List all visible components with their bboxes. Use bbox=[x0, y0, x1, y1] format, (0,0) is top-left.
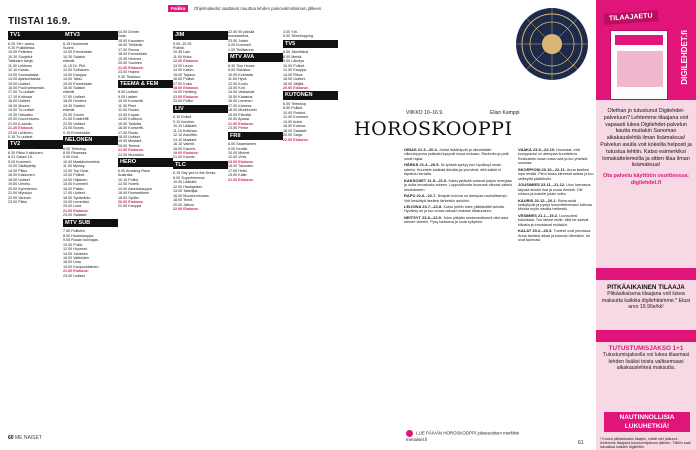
program-line: 10.00 Miehet. bbox=[228, 150, 251, 155]
ad-box1-title: PITKÄAIKAINEN TILAAJA bbox=[607, 284, 685, 291]
listing-column bbox=[283, 30, 338, 142]
program-line: 11.30 Pieni bbox=[118, 103, 137, 108]
program-line: 10.00 Konsertti. bbox=[118, 99, 144, 104]
program-line: 23.00 Bones. bbox=[63, 126, 85, 131]
program-line: 16.00 Muodonmuutos. bbox=[173, 193, 210, 198]
program-line: Date. bbox=[118, 34, 127, 39]
program-line: 13.00 Kauppa- bbox=[63, 72, 88, 77]
program-line: 18.00 Salaiset. bbox=[283, 128, 308, 133]
sign-name: KAURIS 22.12.–20.1. bbox=[518, 197, 558, 203]
program-line: 1.00 Tieliikenne. bbox=[228, 47, 255, 52]
program-line: 12.00 Kummeli. bbox=[283, 115, 309, 120]
program-line: 21.00 Elokuva: bbox=[228, 121, 254, 126]
program-line: 13.00 Kupari. bbox=[118, 112, 140, 117]
program-line: 3.00 Yöt. bbox=[283, 30, 298, 34]
program-line: 21.00 A-studio. bbox=[8, 121, 33, 126]
program-line: 14.00 Taksi. bbox=[63, 77, 83, 82]
program-line: 8.00 Poliisit. bbox=[283, 106, 303, 111]
program-line: 21.00 Elokuva: bbox=[118, 65, 144, 70]
program-line: 18.00 Sydän. bbox=[118, 195, 140, 200]
program-line: 18.00 Liisa bbox=[63, 260, 81, 265]
horoscope-footer bbox=[406, 430, 526, 442]
program-line: 6.00 Jännittävä bbox=[283, 50, 309, 55]
program-line: 23.00 Lehtinen. bbox=[8, 130, 34, 135]
program-line: 18.00 Teinit. bbox=[173, 198, 193, 203]
program-line: 11.10 Kotimaa. bbox=[173, 128, 198, 133]
program-line: 16.00 Uutiset. bbox=[283, 77, 306, 82]
program-line: 18.00 Jäljillä. bbox=[283, 81, 305, 86]
program-line: 9.00 Sisustus. bbox=[228, 68, 252, 73]
program-line: 23.00 Uutiset. bbox=[63, 273, 86, 278]
page-number-right: 61 bbox=[578, 440, 584, 446]
program-line: 8.10 Enkeli. bbox=[173, 115, 193, 120]
program-line: 13.00 Poliisit. bbox=[63, 173, 85, 178]
program-line: 21.00 Ensitreffit bbox=[63, 117, 89, 122]
program-line: 6.30 Pikku Kakkonen. bbox=[8, 150, 44, 155]
horoscope-week: VIIKKO 10–16.9. bbox=[406, 110, 444, 116]
ad-cta[interactable]: NAUTINNOLLISIA LUKUHETKIÄ! bbox=[604, 412, 690, 432]
program-line: 13.00 Koti. bbox=[228, 86, 246, 91]
program-line: 0.15 Emmerdale. bbox=[63, 130, 92, 135]
program-line: 8.31 Galaxi 15. bbox=[8, 155, 33, 160]
program-line: 9.20 Kummeli. bbox=[8, 159, 32, 164]
program-line: 17.10 Kotimaa. bbox=[8, 94, 33, 99]
channel-header: FRII bbox=[228, 132, 283, 141]
sign-text: Tunteet ovat pinnassa. Anna itsellesi aikaa ja tukeudu läheisiisi, he ovat tukenasi. bbox=[518, 229, 592, 243]
program-line: 22.00 Uutiset. bbox=[63, 121, 86, 126]
sign-name: KAKSOSET 21.5.–21.6. bbox=[404, 177, 449, 183]
program-line: 17.00 Hetki. bbox=[228, 168, 248, 173]
program-line: 23.00 Pikku bbox=[8, 199, 28, 204]
program-line: 11.00 Hyvä bbox=[228, 77, 247, 82]
ad-side-brand: DIGILEHDET.fi bbox=[680, 30, 689, 85]
channel-header: MTV SUB bbox=[63, 219, 118, 228]
program-line: 12.00 Virta. bbox=[228, 155, 247, 160]
program-line: 14.00 Dinner bbox=[118, 30, 140, 34]
program-line: 15.00 Uutiset. bbox=[8, 81, 31, 86]
program-line: 17.00 Ruutu. bbox=[118, 130, 140, 135]
program-line: 8.00 Superhemmot. bbox=[173, 175, 206, 180]
program-line: 14.00 Kasvu bbox=[173, 68, 194, 73]
subscriber-benefit-ad bbox=[596, 0, 696, 450]
program-line: 20.00 Luke. bbox=[63, 204, 83, 209]
program-line: 18.00 Uutiset bbox=[8, 177, 30, 182]
program-line: 15.00 Emmerdale. bbox=[63, 81, 94, 86]
program-line: 23.00 Perhe. bbox=[228, 126, 250, 131]
program-line: 12.00 Ruotsi. bbox=[118, 108, 140, 113]
listing-notice-bar bbox=[8, 4, 328, 14]
program-line: 9.00 Lähetys. bbox=[283, 59, 306, 64]
program-line: 20.00 Suomen bbox=[118, 61, 142, 66]
program-line: 16.00 Konsertti. bbox=[118, 126, 144, 131]
program-line: 14.00 Kulttuuri. bbox=[118, 117, 143, 122]
program-line: 20.00 Elokuva: bbox=[283, 86, 309, 91]
program-line: 22.00 Elokuva: bbox=[173, 207, 199, 211]
program-line: 17.00 Tv-uutiset. bbox=[8, 90, 36, 95]
program-line: 6.00 Teleshop. bbox=[283, 101, 307, 106]
program-line: 8.00 Rinsessa bbox=[63, 150, 87, 155]
program-line: 16.00 Puoli seitsemän. bbox=[8, 86, 46, 91]
program-line: 18.00 Uutiset. bbox=[118, 135, 141, 140]
channel-header: TV5 bbox=[283, 40, 338, 49]
sign-name: VESIMIES 21.1.–19.2. bbox=[518, 212, 560, 218]
program-line: 6.00 Teleshop. bbox=[63, 146, 87, 151]
program-line: 17.00 Uutiset. bbox=[63, 94, 86, 99]
program-line: 10.00 Maalaisimmeksi bbox=[63, 159, 100, 164]
program-line: 21.30 Elokuva: bbox=[8, 126, 34, 131]
program-line: 12.00 Top Gear. bbox=[63, 168, 90, 173]
program-line: 21.00 Myrskyn bbox=[8, 191, 32, 196]
program-line: 0.10 Tv-uutiset. bbox=[8, 135, 34, 140]
program-line: 13.00 Suomalaisia. bbox=[8, 72, 40, 77]
program-line: 9.00 Kenttä. bbox=[228, 146, 248, 151]
notice-tag: Paikka bbox=[168, 5, 188, 12]
program-line: 18.00 Emmerdale. bbox=[118, 52, 149, 57]
program-line: 21.00 Elokuva: bbox=[173, 94, 199, 99]
program-line: 18.00 Elokuva: bbox=[173, 86, 199, 91]
program-line: 16.00 Kotona. bbox=[283, 124, 306, 129]
sign-entry bbox=[404, 216, 514, 225]
channel-header: KUTONEN bbox=[283, 91, 338, 100]
program-line: 14.00 Jokaisen bbox=[63, 251, 88, 256]
program-line: 18.00 Muuttuneet bbox=[228, 108, 257, 113]
program-line: 18.00 Uutiset. bbox=[8, 99, 31, 104]
program-line: 14.00 Taiteilijat. bbox=[173, 189, 199, 194]
program-line: 6.15 Say yes to the Dress. bbox=[173, 171, 217, 176]
program-line: 23.00 Salaiset. bbox=[63, 213, 88, 218]
sign-name: OINAS 21.3.–20.4. bbox=[404, 147, 439, 152]
program-line: 12.00 Hotelli. bbox=[118, 182, 140, 187]
program-line: 19.00 Mestarit. bbox=[118, 139, 143, 144]
sign-text: Ilo työssä syntyy kun hyväksyt oman rytmisi. Kuuntele sisäistä ääntäsi ja ymmärrä, että kaikki ei tapahdu kerralla. bbox=[404, 163, 502, 177]
program-line: 19.00 Elokuva: bbox=[173, 150, 199, 155]
program-line: 19.00 Hermes bbox=[118, 56, 142, 61]
horoscope-logo-icon bbox=[406, 430, 413, 437]
program-line: 11.15 Dr. Phil. bbox=[63, 63, 86, 68]
sign-entry bbox=[518, 148, 594, 166]
sign-entry bbox=[404, 148, 514, 161]
channel-header: TEEMA & FEM bbox=[118, 80, 173, 89]
program-line: 8.00 Huutokauppa. bbox=[63, 233, 95, 238]
program-line: 16.00 Lemmen bbox=[228, 99, 253, 104]
program-line: 15.00 Kaunisen bbox=[118, 38, 144, 43]
program-line: 19.00 Kalle. bbox=[228, 173, 248, 178]
program-line: 19.00 Hellsing. bbox=[173, 90, 198, 95]
page-number: 60 bbox=[8, 435, 14, 441]
program-line: elämät. bbox=[63, 59, 76, 64]
program-line: 23.00 Hopea bbox=[118, 70, 140, 75]
ad-box-trial bbox=[600, 345, 692, 372]
listing-column bbox=[8, 30, 63, 204]
sign-entry bbox=[518, 214, 594, 227]
zodiac-wheel-icon bbox=[514, 6, 590, 82]
sign-text: Luovuutesi kukoistaa. Tuo ideasi esille, sillä ne saavat kiitosta ja innostavat muitakin. bbox=[518, 213, 589, 227]
sign-name: JOUSIMIES 23.11.–21.12. bbox=[518, 182, 567, 188]
channel-header: TV2 bbox=[8, 140, 63, 149]
program-line: elämät. bbox=[63, 108, 76, 113]
program-line: 0.00 Kummeli. bbox=[228, 43, 252, 48]
program-line: 10.00 Sisällytetty bbox=[8, 164, 36, 169]
program-line: 21.00 Kaunis. bbox=[173, 155, 196, 160]
program-line: 19.30 Haluatko bbox=[8, 112, 33, 117]
ad-ribbon: TILAAJAETU bbox=[604, 10, 658, 25]
program-line: 14.00 Rikos. bbox=[283, 72, 304, 77]
sign-entry bbox=[404, 163, 514, 176]
program-line: 9.30 Pokkitietoa. bbox=[8, 45, 36, 50]
signs-right-column bbox=[518, 148, 594, 245]
program-line: 8.00 Metsä. bbox=[283, 54, 303, 59]
sign-name: NEITSYT 23.8.–22.9. bbox=[404, 214, 444, 220]
ad-box1-text: Pitkäaikaisena tilaajana voit lukea maksutta kaikkia digilehtiämme.* Etusi arvo 19,90e/kk! bbox=[601, 291, 691, 310]
program-line: 18.00 Kaverit. bbox=[173, 146, 196, 151]
program-line: 14.10 Maalarit. bbox=[173, 137, 198, 142]
program-line: 13.00 Levyn bbox=[173, 63, 194, 68]
program-line: 14.00 Asuntokauppa. bbox=[118, 186, 153, 191]
program-line: 7.00 Poliisien bbox=[63, 229, 85, 234]
program-line: 22.00 Kauppa. bbox=[118, 204, 142, 209]
listing-column bbox=[173, 30, 228, 211]
sign-name: LEIJONA 23.7.–22.8. bbox=[404, 203, 444, 209]
program-line: 12.00 Huumori. bbox=[63, 247, 89, 252]
program-line: 6.25 Yle+ aamu. bbox=[8, 41, 35, 46]
program-line: 19.00 Urheilu. bbox=[8, 182, 31, 187]
program-line: 10.00 Emmerdale. bbox=[63, 50, 94, 55]
notice-text: Ohjelmatiedot saattavat muuttua lehden painovalmistuksen jälkeen. bbox=[194, 6, 323, 11]
magazine-name: ME NAISET bbox=[14, 435, 42, 441]
program-line: 15.00 Tapaus. bbox=[173, 72, 197, 77]
program-line: 14.00 Ajankohtaista. bbox=[8, 77, 42, 82]
program-line: 17.00 Uutiset. bbox=[63, 191, 86, 196]
program-line: 16.10 Valmiit. bbox=[173, 142, 196, 147]
program-line: 18.30 Muumi- bbox=[8, 103, 31, 108]
signs-left-column bbox=[404, 148, 514, 227]
program-line: 10.30 Suojellut bbox=[8, 54, 33, 59]
program-line: 15.00 Kummeli. bbox=[63, 182, 89, 187]
program-line: Poliisit. bbox=[173, 45, 185, 50]
program-line: 6.15 Huomenta bbox=[63, 41, 89, 46]
program-line: 20.00 Kymmenen. bbox=[8, 186, 38, 191]
program-line: 20.00 Elokuva: bbox=[118, 199, 144, 204]
program-line: 9.10 Ilmoitus. bbox=[173, 119, 195, 124]
program-line: 22.00 Vanhan bbox=[8, 195, 31, 200]
program-line: 23.00 Jotain bbox=[228, 38, 249, 43]
program-line: 10.00 Pelimies. bbox=[8, 50, 34, 55]
program-line: 18.00 Sydänlintu. bbox=[63, 195, 92, 200]
program-line: 12.00 Kauppa. bbox=[283, 68, 307, 73]
program-line: 17.00 Kamera. bbox=[228, 103, 253, 108]
program-line: 10.00 Lääkärit. bbox=[173, 180, 198, 185]
program-line: 16.00 Pakko bbox=[63, 186, 84, 191]
program-line: 9.00 Koti. bbox=[63, 155, 79, 160]
program-line: 10.00 Pukki. bbox=[63, 242, 84, 247]
channel-header: LIV bbox=[173, 105, 228, 114]
horoscope-title: HOROSKOOPPI bbox=[354, 118, 513, 140]
channel-header: NELONEN bbox=[63, 136, 118, 145]
tv-listings-page bbox=[0, 0, 335, 450]
program-line: 17.00 Rouva bbox=[118, 47, 139, 52]
ad-box2-title: TUTUSTUMISJAKSO 1+1 bbox=[608, 345, 684, 352]
program-line: 16.00 Valtioiden bbox=[63, 255, 90, 260]
program-line: 10.30 Salatut bbox=[63, 54, 85, 59]
program-line: Suomi. bbox=[63, 45, 75, 50]
program-line: 9.00–10.35 bbox=[173, 41, 192, 46]
program-line: 11.00 Myrsky. bbox=[63, 164, 86, 169]
program-line: 18.00 Hunters. bbox=[63, 99, 88, 104]
program-line: 17.00 Kuka bbox=[173, 81, 192, 86]
ad-divider-bar-1 bbox=[596, 268, 696, 280]
magazine-cover-block bbox=[617, 51, 663, 87]
sign-entry bbox=[404, 194, 514, 203]
sign-text: Huomaat, että kumppanisi on aiempaa kuunteleva. Keskustelu avaa uusia ovia ja luo yhteistä suuntaa. bbox=[518, 148, 588, 166]
program-line: 19.00 Tv-uutiset bbox=[8, 108, 35, 113]
sign-name: SKORPIONI 23.10.–22.11. bbox=[518, 166, 567, 172]
magazine-preview-image bbox=[610, 30, 668, 100]
program-line: 12.00 Koulu bbox=[228, 81, 248, 86]
channel-header: TLC bbox=[173, 161, 228, 170]
horoscope-page bbox=[348, 0, 596, 450]
sign-text: Kutsu juhliin tulee yllättävältä taholta. Hyväksy se ja tuo omaa valoasi mukaan tilaisuuteen. bbox=[404, 204, 505, 214]
program-line: 11.00 Lehtinen. bbox=[8, 63, 34, 68]
program-line: 10.00 Poliisit. bbox=[283, 63, 305, 68]
program-line: 10.10 Poliisi. bbox=[118, 177, 139, 182]
program-line: morsiamena. bbox=[228, 34, 250, 39]
program-line: 16.00 Salatut bbox=[63, 86, 85, 91]
program-line: 10.10 Lääkärit. bbox=[173, 124, 198, 129]
program-line: 16.00 Romanttinen bbox=[118, 191, 150, 196]
program-line: 12.10 Kanta– bbox=[8, 68, 30, 73]
program-line: 8.30 Tiny House bbox=[228, 63, 255, 68]
ad-divider-bar-2 bbox=[596, 330, 696, 342]
program-line: 22.00 90 päivää bbox=[228, 30, 255, 34]
listing-column bbox=[118, 30, 173, 209]
sign-text: Juhlat lisääntyvät ja viimeistään viikonloppuna ystäväsi kysyvät sinua mukaan. Rauhoita ja pidä omat rajasi. bbox=[404, 148, 509, 161]
program-line: 19.00 Elämää. bbox=[228, 112, 252, 117]
program-line: Taiteiden taloja. bbox=[8, 59, 34, 64]
program-line: 16.00 Kakkonen. bbox=[8, 173, 36, 178]
channel-header: MTV3 bbox=[63, 31, 118, 40]
program-line: 19.00 Kaupunkilainen. bbox=[63, 264, 100, 269]
sign-text: Raha-asiat selkiytyvät ja pystyt suunnittelemaan tulevaa. Muista myös nauttia hetkestä. bbox=[518, 198, 593, 212]
program-line: 21.00 Elokuva: bbox=[228, 177, 254, 182]
program-line: 10.00 Kolmatta bbox=[228, 72, 253, 77]
magazine-header-block bbox=[615, 35, 663, 45]
ad-intro-link[interactable]: Ota palvelu käyttöön osoitteessa: digilehdet.fi bbox=[603, 173, 689, 186]
horoscope-footer-text: LUE PÄIVÄN HOROSKOOPPI jokavuotisen merkkisi menaiset.fi bbox=[406, 430, 520, 442]
ad-intro bbox=[600, 108, 692, 187]
sign-text: Anna itsellesi lupa levätä. Pieni tauko kiireestä auttaa ja tuo selkeyttä päätöksiin. bbox=[518, 167, 594, 181]
program-line: elämät. bbox=[63, 90, 76, 95]
sign-entry bbox=[518, 199, 594, 212]
program-line: 12.00 Hautajaiset. bbox=[173, 184, 203, 189]
program-line: 20.00 Docventures. bbox=[8, 117, 40, 122]
program-line: 10.35 Lain bbox=[173, 50, 191, 55]
program-line: 9.00 Lasten bbox=[118, 94, 138, 99]
program-line: 20.00 Jatkuu bbox=[173, 202, 195, 207]
program-line: 15.00 Talouden bbox=[228, 164, 254, 169]
sign-entry bbox=[518, 229, 594, 242]
program-line: 21.00 Elokuva: bbox=[63, 269, 89, 274]
program-line: 20.00 Apassi. bbox=[228, 117, 251, 122]
program-line: 15.00 Kalastus. bbox=[228, 94, 254, 99]
sign-entry bbox=[518, 183, 594, 196]
program-line: 10.00 Roistot. bbox=[283, 110, 306, 115]
sign-text: Kaksi ystävää antavat paljon energiaa ja uutta innostusta arkeen. Loppuviikosta huomaat olevasi valmis muutokseen. bbox=[404, 178, 512, 192]
program-line: 16.00 Poliisit. bbox=[173, 77, 195, 82]
program-line: 19.30 Salatut bbox=[63, 103, 85, 108]
ad-banner bbox=[596, 0, 696, 100]
program-line: 12.10 Avioliitto. bbox=[173, 133, 198, 138]
program-line: 12.00 Elokuva: bbox=[173, 59, 199, 64]
program-line: 0.30 Tiedotus. bbox=[118, 74, 142, 79]
sign-entry bbox=[404, 179, 514, 192]
ad-box-longterm bbox=[600, 284, 692, 311]
sign-name: KALAT 20.2.–20.3. bbox=[518, 228, 554, 234]
program-line: Australia. bbox=[118, 173, 134, 178]
listing-column bbox=[228, 30, 283, 182]
program-line: 19.00 Lemmikki. bbox=[63, 199, 90, 204]
program-line: 14.00 Hiljainen bbox=[63, 177, 88, 182]
program-line: 21.00 Elokuva: bbox=[118, 148, 144, 153]
ad-footnote: * Kuulut pitkäaikaisiin tilaajiin, mikäli olet jatkunut lehtemme tilaajana tutustumisjakson jälkeen. Tällöin saat lukuaikaa kaikkiin digilehtiin. bbox=[600, 437, 691, 450]
program-line: 16.00 Tehtävät bbox=[118, 43, 143, 48]
listing-column bbox=[63, 30, 118, 278]
program-line: 8.00 Uutiset. bbox=[118, 90, 139, 95]
program-line: 6.00 Amazing Race bbox=[118, 168, 150, 173]
program-line: 20.00 Teema: bbox=[118, 143, 141, 148]
channel-header: JIM bbox=[173, 31, 228, 40]
program-line: 14.00 Vastaavat bbox=[228, 90, 255, 95]
page-footer bbox=[8, 435, 42, 441]
program-line: 22.00 Elokuva: bbox=[283, 137, 309, 142]
program-line: 12.00 Sulhanen. bbox=[63, 68, 90, 73]
sign-text: Uusi harrastus tarjoaa sinulle iloa ja uusia ihmisiä. Ole rohkea ja kokeile jotain uutta. bbox=[518, 183, 591, 197]
ad-intro-text: Olethan jo tutustunut Digilehdet-palveluun? Lehtemme tilaajana voit vapaasti lukea Digilehdet-palvelun kautta muitakin Sanoman aikakauslehtiä ilman lisämaksua! Palvelun avulla voit kokeilla helposti ja tutustua lehtiin. Katso esimerkiksi lomakattelemoilla ja sitten tilaa ilman lisämaksua! bbox=[600, 108, 692, 169]
horoscope-author: Elian Kamppi bbox=[490, 110, 520, 116]
sign-entry bbox=[518, 168, 594, 181]
sign-name: VAAKA 23.9.–22.10. bbox=[518, 147, 557, 152]
program-line: 20.00 Sarja. bbox=[283, 133, 303, 138]
program-line: 20.00 Suurin bbox=[63, 112, 84, 117]
program-line: 14.30 Pikku bbox=[8, 168, 28, 173]
program-line: 8.00 Saarelainen. bbox=[228, 142, 257, 147]
sign-text: Ilmapiiri kotona on aiempaa rauhallisempi. Voit keskittyä itsellesi tärkeisiin asioihin. bbox=[404, 194, 508, 203]
sign-entry bbox=[404, 205, 514, 214]
sign-text: Jokin pitkään keskeneräisenä ollut asia etenee viimein. Pysy tarkkana ja luota kykyihisi. bbox=[404, 215, 509, 225]
program-line: 11.00 Kuka bbox=[173, 54, 192, 59]
program-line: 9.00 Ruuan kuningas. bbox=[63, 238, 99, 243]
program-line: 23.00 Muusikko. bbox=[118, 152, 145, 157]
program-line: 23.00 Poliisi bbox=[173, 99, 193, 104]
day-title: TIISTAI 16.9. bbox=[8, 16, 71, 27]
sign-name: HÄRKÄ 21.4.–20.5. bbox=[404, 162, 441, 168]
program-line: 14.00 Autot. bbox=[283, 119, 303, 124]
program-line: 13.00 Elokuva: bbox=[228, 159, 254, 164]
channel-header: HERO bbox=[118, 158, 173, 167]
program-line: 5.00 Teleshopping. bbox=[283, 34, 314, 39]
sign-name: RAPU 22.6.–22.7. bbox=[404, 193, 438, 199]
program-line: 15.00 Taidetta. bbox=[118, 121, 143, 126]
channel-header: MTV AVA bbox=[228, 53, 283, 62]
channel-header: TV1 bbox=[8, 31, 63, 40]
program-line: 21.00 Elokuva: bbox=[63, 208, 89, 213]
ad-box2-text: Tutustumisjaksolla voi lukea tilaamasi lehden lisäksi toista valitsemaasi aikakauslehteä maksutta. bbox=[602, 352, 690, 371]
